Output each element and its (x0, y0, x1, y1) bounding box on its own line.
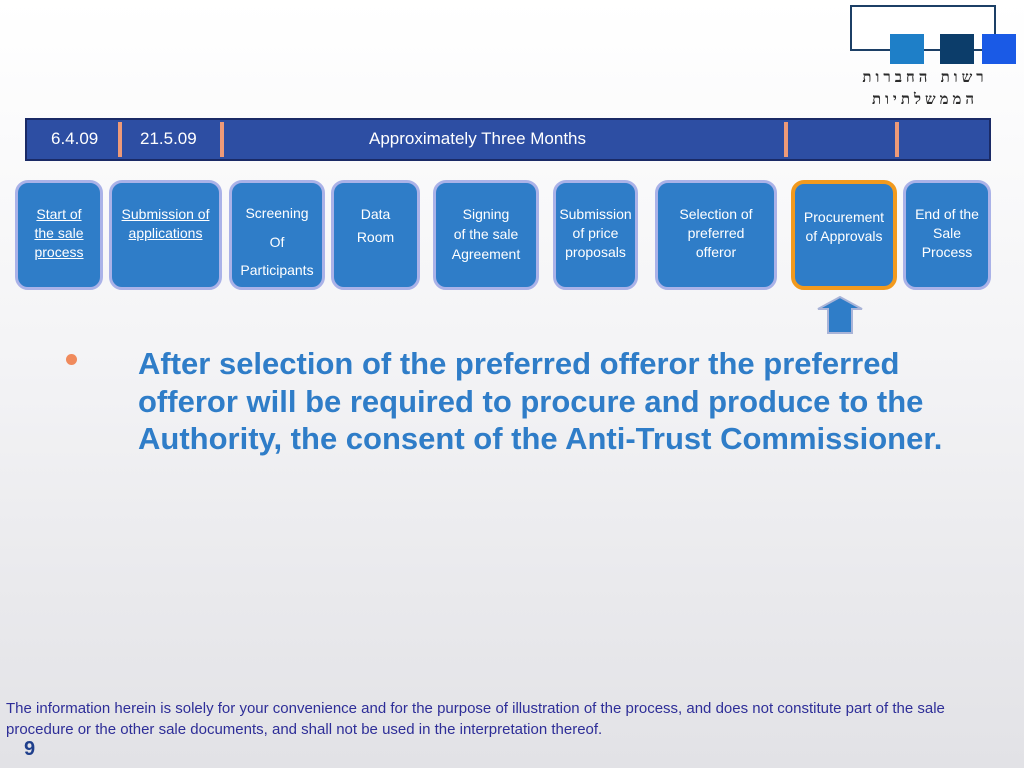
logo-square-dark (940, 34, 974, 64)
timeline-date-start: 6.4.09 (51, 129, 99, 148)
timeline-divider (784, 122, 788, 157)
step-label: Data (360, 206, 391, 222)
step-label: of price (572, 225, 619, 241)
timeline-divider (895, 122, 899, 157)
step-submission-of-price-proposals[interactable] (553, 180, 638, 290)
step-label: Procurement (803, 209, 885, 225)
step-label: End of the (915, 206, 979, 222)
step-label: Agreement (451, 246, 521, 262)
current-step-arrow-icon (816, 296, 864, 334)
bullet-text: After selection of the preferred offeror the preferred offeror will be required to procure and produce to the Authority, the consent of the Anti-Trust Commissioner. (138, 346, 943, 456)
step-label: applications (128, 225, 203, 241)
logo-text-line2: הממשלתיות (871, 90, 979, 108)
step-label: Signing (462, 206, 510, 222)
timeline-divider (220, 122, 224, 157)
step-label: of the sale (453, 226, 519, 242)
step-label: Screening (245, 205, 309, 221)
step-label: of Approvals (805, 228, 883, 244)
timeline-divider (118, 122, 122, 157)
step-label: Start of (36, 206, 82, 222)
logo-square-light (890, 34, 924, 64)
step-selection-of-preferred-offeror[interactable] (655, 180, 777, 290)
step-label: Submission of (121, 206, 210, 222)
page-number: 9 (24, 738, 36, 760)
timeline-bar (25, 118, 991, 161)
step-submission-of-applications[interactable] (109, 180, 222, 290)
logo-text-line1: רשות החברות (862, 68, 988, 86)
bullet-dot-icon (66, 354, 77, 365)
step-start-of-sale[interactable] (15, 180, 103, 290)
step-label: Participants (240, 262, 314, 278)
step-label: Sale (932, 225, 962, 241)
timeline-date-second: 21.5.09 (140, 129, 197, 148)
step-label: Selection of (679, 206, 753, 222)
step-procurement-of-approvals-current[interactable] (791, 180, 897, 290)
step-label: Submission (559, 206, 632, 222)
step-end-of-sale-process[interactable] (903, 180, 991, 290)
step-label: process (34, 244, 84, 260)
step-label: Room (356, 229, 395, 245)
timeline-duration-label: Approximately Three Months (369, 129, 587, 148)
company-authority-logo (850, 5, 1020, 115)
step-label: Process (921, 244, 973, 260)
step-data-room[interactable] (331, 180, 420, 290)
step-label: offeror (695, 244, 737, 260)
disclaimer-text: The information herein is solely for your convenience and for the purpose of illustration of the process, and does not constitute part of the sale procedure or the other sale documents, and shall not be used in the interpretation thereof. (6, 700, 945, 738)
step-screening-of-participants[interactable] (229, 180, 325, 290)
step-label: the sale (34, 225, 84, 241)
logo-square-bright (982, 34, 1016, 64)
step-label: preferred (687, 225, 745, 241)
step-signing-of-sale-agreement[interactable] (433, 180, 539, 290)
step-label: Of (269, 233, 285, 250)
step-label: proposals (565, 244, 626, 260)
